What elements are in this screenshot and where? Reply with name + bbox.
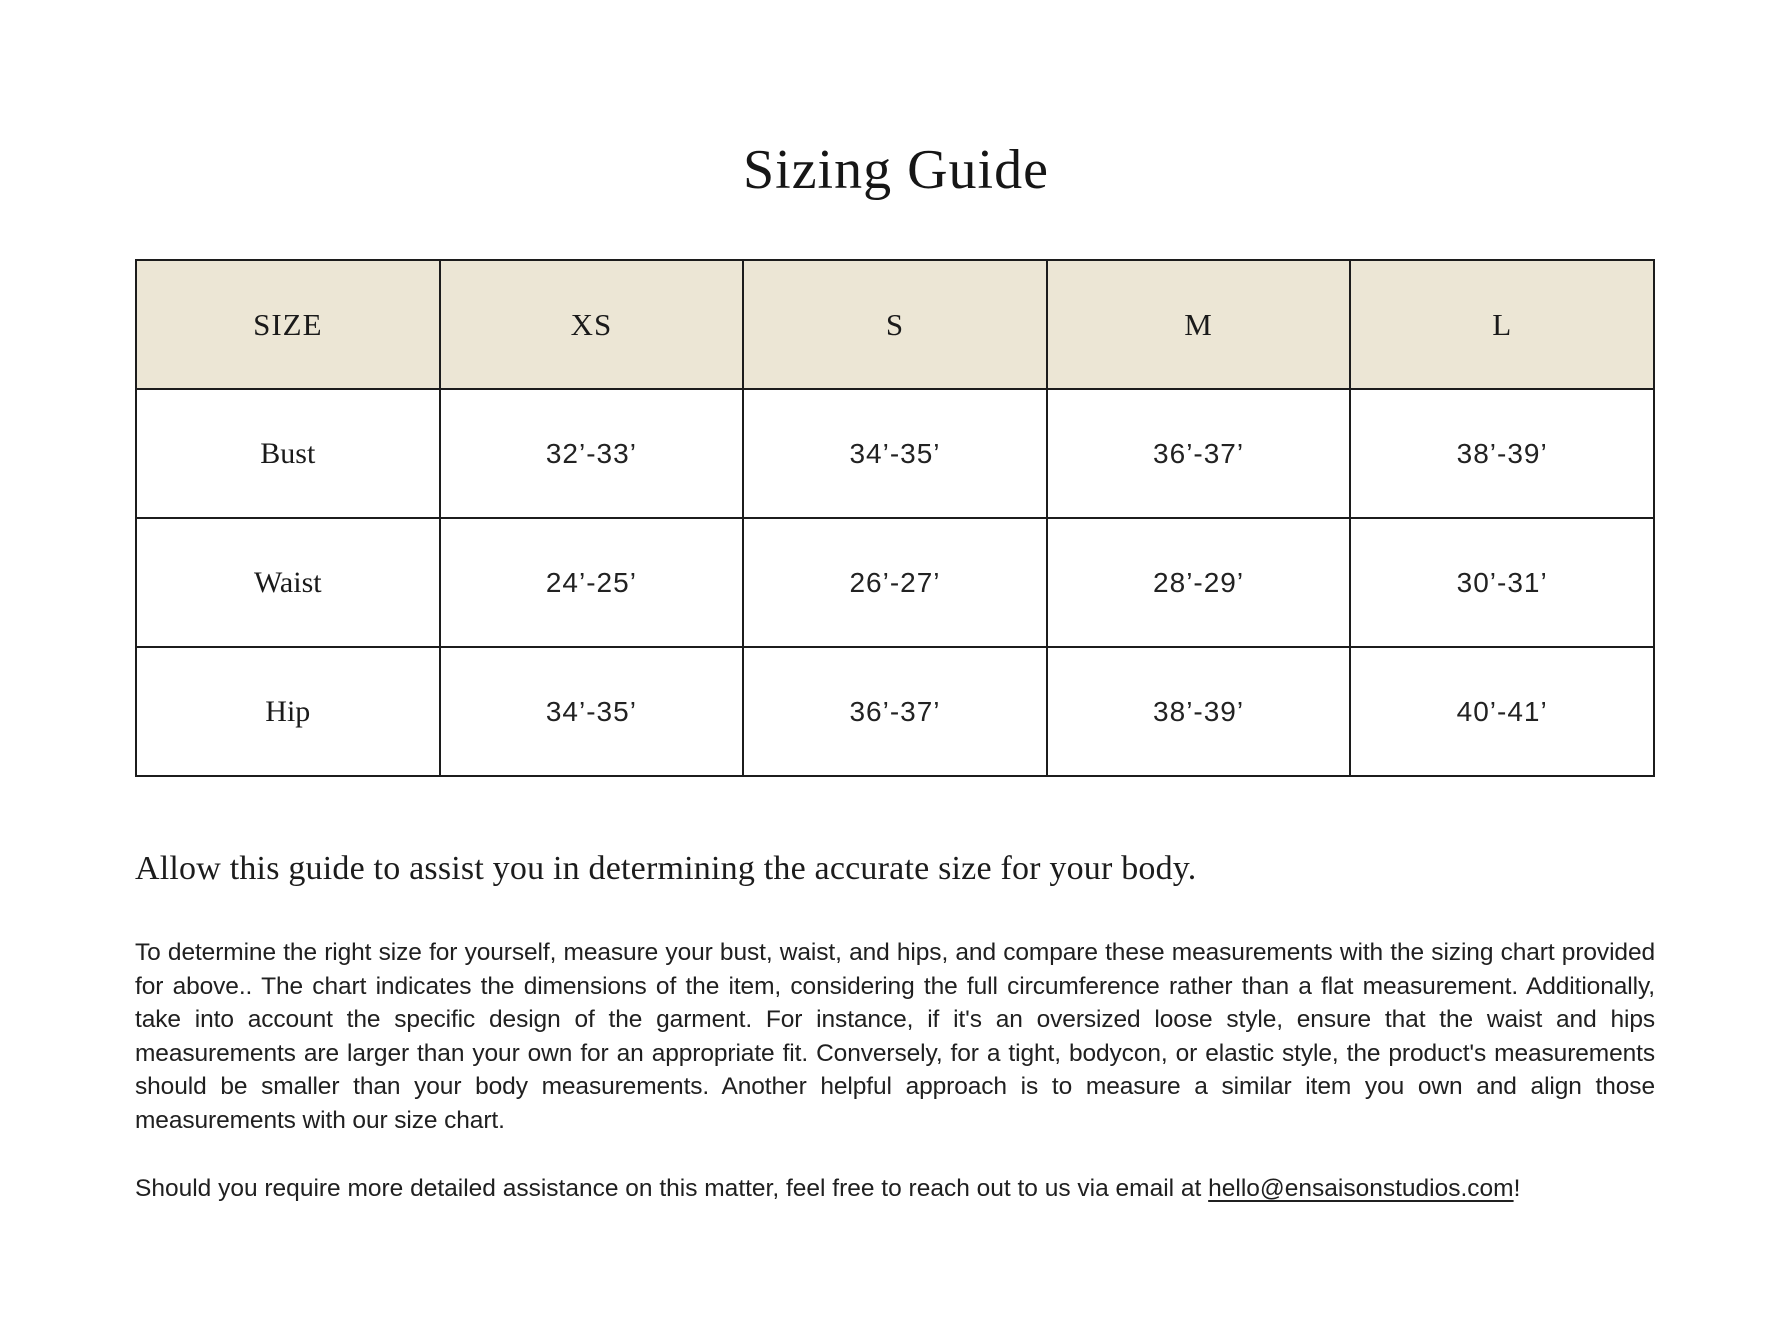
table-row-hip	[136, 647, 1654, 776]
hip-l-value: 40’-41’	[1350, 647, 1654, 776]
table-header-row	[136, 260, 1654, 389]
intro-heading: Allow this guide to assist you in determining the accurate size for your body.	[135, 850, 1197, 887]
waist-m-value: 28’-29’	[1047, 518, 1351, 647]
hip-s-value: 36’-37’	[743, 647, 1047, 776]
bust-xs-value: 32’-33’	[440, 389, 744, 518]
row-label-waist: Waist	[136, 518, 440, 647]
sizing-instructions-paragraph: To determine the right size for yourself, measure your bust, waist, and hips, and compare these measurements with the sizing chart provided for above.. The chart indicates the dimensions of the item, considering the full circumference rather than a flat measurement. Additionally, take into account the specific design of the garment. For instance, if it's an oversized loose style, ensure that the waist and hips measurements are larger than your own for an appropriate fit. Conversely, for a tight, bodycon, or elastic style, the product's measurements should be smaller than your body measurements. Another helpful approach is to measure a similar item you own and align those measurements with our size chart.	[135, 939, 1655, 1134]
contact-text: Should you require more detailed assistance on this matter, feel free to reach out to us via email at	[135, 1175, 1209, 1202]
row-label-hip: Hip	[136, 647, 440, 776]
bust-s-value: 34’-35’	[743, 389, 1047, 518]
table-row-waist	[136, 518, 1654, 647]
header-cell-xs: XS	[440, 260, 744, 389]
table-row-bust	[136, 389, 1654, 518]
email-link[interactable]: hello@ensaisonstudios.com	[1208, 1175, 1514, 1202]
row-label-bust: Bust	[136, 389, 440, 518]
contact-text-suffix: !	[1513, 1175, 1521, 1202]
bust-l-value: 38’-39’	[1350, 389, 1654, 518]
header-cell-s: S	[743, 260, 1047, 389]
contact-line	[135, 1172, 1655, 1206]
waist-xs-value: 24’-25’	[440, 518, 744, 647]
sizing-table	[135, 259, 1655, 777]
page-title: Sizing Guide	[743, 139, 1049, 201]
header-cell-size: SIZE	[136, 260, 440, 389]
waist-s-value: 26’-27’	[743, 518, 1047, 647]
bust-m-value: 36’-37’	[1047, 389, 1351, 518]
hip-xs-value: 34’-35’	[440, 647, 744, 776]
waist-l-value: 30’-31’	[1350, 518, 1654, 647]
header-cell-m: M	[1047, 260, 1351, 389]
header-cell-l: L	[1350, 260, 1654, 389]
hip-m-value: 38’-39’	[1047, 647, 1351, 776]
